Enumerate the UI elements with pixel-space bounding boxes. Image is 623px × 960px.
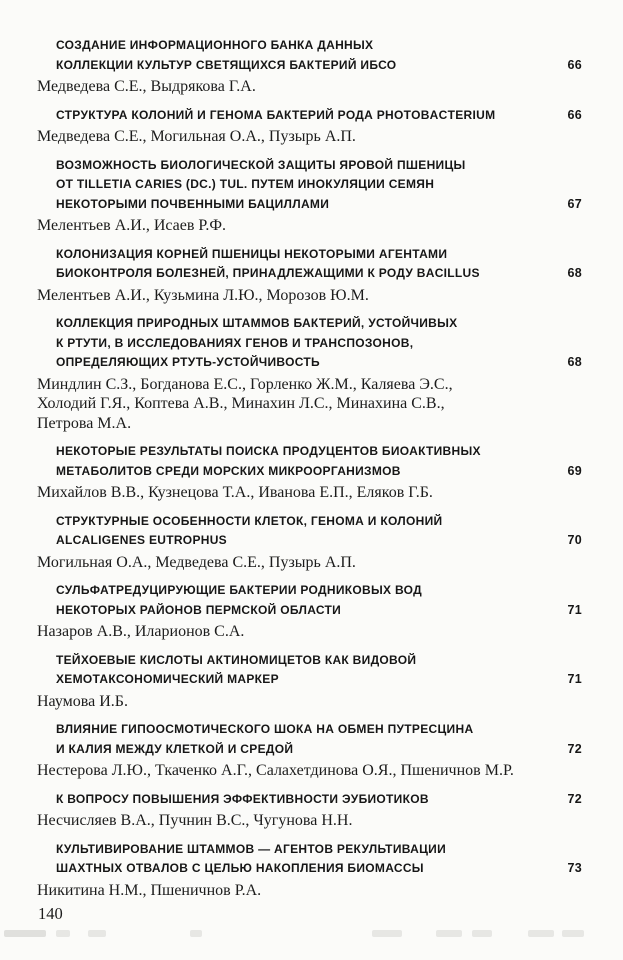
entry-title [37, 442, 582, 481]
entry-title-line [37, 195, 582, 215]
entry-page-number: 67 [567, 196, 582, 211]
scan-noise-band [0, 928, 623, 940]
entry-title-line [37, 601, 582, 621]
entry-title-text: ВЛИЯНИЕ ГИПООСМОТИЧЕСКОГО ШОКА НА ОБМЕН ПУТРЕСЦИНА [56, 722, 474, 736]
entry-authors-line: Несчисляев В.А., Пучнин В.С., Чугунова Н.Н. [37, 812, 353, 829]
entry-page-number: 69 [567, 463, 582, 478]
entry-authors [37, 375, 582, 434]
entry-page-number: 68 [567, 266, 582, 280]
toc-entry [37, 651, 582, 712]
entry-title-text: ОТ TILLETIA CARIES (DC.) TUL. ПУТЕМ ИНОКУЛЯЦИИ СЕМЯН [56, 177, 435, 191]
entry-page-number: 70 [567, 533, 582, 547]
entry-title-text: И КАЛИЯ МЕЖДУ КЛЕТКОЙ И СРЕДОЙ [56, 741, 294, 756]
toc-entry [37, 840, 582, 901]
entry-page-number: 72 [567, 741, 582, 756]
entry-authors [37, 692, 582, 712]
entry-authors [37, 553, 582, 573]
entry-title-text: МЕТАБОЛИТОВ СРЕДИ МОРСКИХ МИКРООРГАНИЗМОВ [56, 463, 401, 478]
entry-title-line [37, 175, 582, 195]
entry-title [37, 581, 582, 620]
entry-page-number: 73 [567, 861, 582, 875]
entry-title [37, 720, 582, 759]
entry-authors-line: Холодий Г.Я., Коптева А.В., Минахин Л.С., Минахина С.В., [37, 395, 445, 412]
entry-title-text: ALCALIGENES EUTROPHUS [56, 533, 227, 547]
entry-title-line [37, 581, 582, 601]
entry-title-line [37, 264, 582, 284]
entry-title-text: НЕКОТОРЫЕ РЕЗУЛЬТАТЫ ПОИСКА ПРОДУЦЕНТОВ БИОАКТИВНЫХ [56, 444, 481, 458]
entry-title [37, 245, 582, 284]
toc-entry [37, 720, 582, 781]
entry-title [37, 790, 582, 810]
entry-title [37, 651, 582, 690]
entry-title-line [37, 442, 582, 462]
entry-authors-line: Петрова М.А. [37, 414, 132, 432]
entry-title [37, 156, 582, 215]
entry-authors [37, 761, 582, 781]
entry-title-line [37, 720, 582, 740]
entry-title-text: СТРУКТУРНЫЕ ОСОБЕННОСТИ КЛЕТОК, ГЕНОМА И КОЛОНИЙ [56, 513, 443, 528]
entry-authors-line: Наумова И.Б. [37, 692, 128, 710]
page-number-footer: 140 [38, 904, 63, 923]
entry-title-text: БИОКОНТРОЛЯ БОЛЕЗНЕЙ, ПРИНАДЛЕЖАЩИМИ К РОДУ BACILLUS [56, 266, 480, 280]
entry-title-line [37, 156, 582, 176]
entry-authors-line: Никитина Н.М., Пшеничнов Р.А. [37, 881, 262, 899]
entry-title-line [37, 462, 582, 482]
entry-title-line [37, 106, 582, 126]
entry-authors [37, 483, 582, 503]
entry-authors [37, 127, 582, 147]
entry-title-line [37, 56, 582, 76]
entry-title-line [37, 840, 582, 860]
entry-authors-line: Назаров А.В., Иларионов С.А. [37, 623, 245, 640]
entry-title-line [37, 334, 582, 354]
entry-title [37, 106, 582, 126]
entry-title-text: КОЛЛЕКЦИИ КУЛЬТУР СВЕТЯЩИХСЯ БАКТЕРИЙ ИБСО [56, 57, 397, 72]
toc-entry [37, 156, 582, 236]
entry-title-text: СУЛЬФАТРЕДУЦИРУЮЩИЕ БАКТЕРИИ РОДНИКОВЫХ ВОД [56, 583, 422, 597]
entry-page-number: 71 [567, 672, 582, 686]
entry-title-text: НЕКОТОРЫМИ ПОЧВЕННЫМИ БАЦИЛЛАМИ [56, 196, 330, 211]
entry-authors-line: Нестерова Л.Ю., Ткаченко А.Г., Салахетдинова О.Я., Пшеничнов М.Р. [37, 762, 514, 779]
entry-title-line [37, 790, 582, 810]
entry-title-text: ШАХТНЫХ ОТВАЛОВ С ЦЕЛЬЮ НАКОПЛЕНИЯ БИОМАССЫ [56, 861, 424, 875]
entry-title-text: ХЕМОТАКСОНОМИЧЕСКИЙ МАРКЕР [56, 672, 279, 686]
entry-title-text: ОПРЕДЕЛЯЮЩИХ РТУТЬ-УСТОЙЧИВОСТЬ [56, 355, 320, 369]
entry-title-text: КУЛЬТИВИРОВАНИЕ ШТАММОВ — АГЕНТОВ РЕКУЛЬТИВАЦИИ [56, 841, 446, 856]
entry-authors [37, 216, 582, 236]
entry-title-line [37, 670, 582, 690]
entry-title-text: СТРУКТУРА КОЛОНИЙ И ГЕНОМА БАКТЕРИЙ РОДА PHOTOBACTERIUM [56, 107, 496, 122]
entry-authors-line: Медведева С.Е., Могильная О.А., Пузырь А.П. [37, 128, 356, 145]
toc-entry [37, 790, 582, 831]
entry-authors-line: Могильная О.А., Медведева С.Е., Пузырь А.П. [37, 553, 356, 571]
entry-title-line [37, 859, 582, 879]
entry-title-line [37, 740, 582, 760]
entry-page-number: 71 [567, 602, 582, 617]
entry-title-text: К РТУТИ, В ИССЛЕДОВАНИЯХ ГЕНОВ И ТРАНСПОЗОНОВ, [56, 335, 414, 350]
toc-entry [37, 314, 582, 433]
entry-title-text: КОЛЛЕКЦИЯ ПРИРОДНЫХ ШТАММОВ БАКТЕРИЙ, УСТОЙЧИВЫХ [56, 316, 458, 330]
entry-title-text: ТЕЙХОЕВЫЕ КИСЛОТЫ АКТИНОМИЦЕТОВ КАК ВИДОВОЙ [56, 652, 417, 667]
entry-authors-line: Мелентьев А.И., Исаев Р.Ф. [37, 217, 226, 234]
entry-authors [37, 811, 582, 831]
entry-title [37, 512, 582, 551]
entry-title-line [37, 245, 582, 265]
entry-page-number: 66 [567, 107, 582, 122]
entry-title-line [37, 531, 582, 551]
entry-title-line [37, 314, 582, 334]
entry-title-line [37, 36, 582, 56]
entry-title [37, 36, 582, 75]
entry-title-line [37, 651, 582, 671]
entry-title-line [37, 512, 582, 532]
entry-title-text: КОЛОНИЗАЦИЯ КОРНЕЙ ПШЕНИЦЫ НЕКОТОРЫМИ АГЕНТАМИ [56, 246, 448, 261]
entry-authors-line: Медведева С.Е., Выдрякова Г.А. [37, 78, 256, 95]
entry-title-text: СОЗДАНИЕ ИНФОРМАЦИОННОГО БАНКА ДАННЫХ [56, 38, 374, 52]
entry-title-text: К ВОПРОСУ ПОВЫШЕНИЯ ЭФФЕКТИВНОСТИ ЭУБИОТИКОВ [56, 791, 429, 806]
toc-entry [37, 36, 582, 97]
entry-page-number: 68 [567, 355, 582, 369]
toc-entry-list [37, 36, 582, 900]
entry-authors [37, 622, 582, 642]
entry-authors-line: Миндлин С.З., Богданова Е.С., Горленко Ж.М., Каляева Э.С., [37, 375, 453, 393]
entry-page-number: 72 [567, 791, 582, 806]
entry-page-number: 66 [567, 57, 582, 72]
toc-entry [37, 106, 582, 147]
toc-entry [37, 581, 582, 642]
entry-authors [37, 77, 582, 97]
entry-title [37, 840, 582, 879]
entry-authors [37, 881, 582, 901]
entry-title-line [37, 353, 582, 373]
toc-entry [37, 245, 582, 306]
entry-title [37, 314, 582, 373]
entry-authors-line: Мелентьев А.И., Кузьмина Л.Ю., Морозов Ю.М. [37, 286, 369, 304]
entry-authors-line: Михайлов В.В., Кузнецова Т.А., Иванова Е.П., Еляков Г.Б. [37, 484, 433, 501]
entry-title-text: ВОЗМОЖНОСТЬ БИОЛОГИЧЕСКОЙ ЗАЩИТЫ ЯРОВОЙ ПШЕНИЦЫ [56, 157, 466, 172]
toc-entry [37, 512, 582, 573]
entry-title-text: НЕКОТОРЫХ РАЙОНОВ ПЕРМСКОЙ ОБЛАСТИ [56, 602, 342, 617]
entry-authors [37, 286, 582, 306]
toc-entry [37, 442, 582, 503]
